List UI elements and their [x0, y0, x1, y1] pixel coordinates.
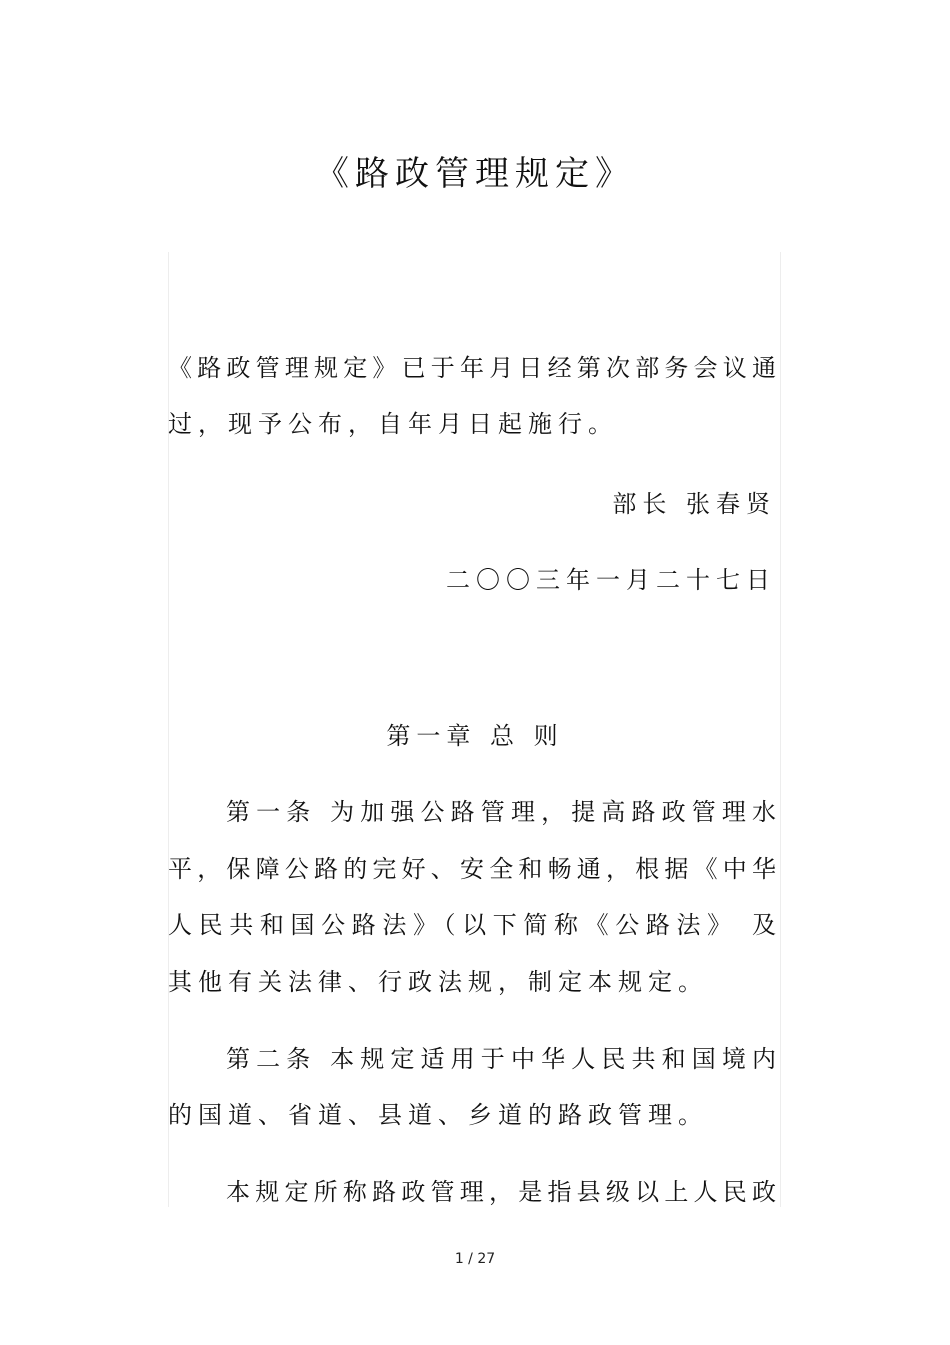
article-2-line-2: 的国道、省道、县道、乡道的路政管理。 — [168, 1101, 708, 1129]
announcement-line-2: 过，现予公布，自年月日起施行。 — [168, 410, 618, 438]
article-1-line-4: 其他有关法律、行政法规，制定本规定。 — [168, 968, 708, 996]
date-line: 二〇〇三年一月二十七日 — [446, 566, 776, 594]
paragraph-3-line-1: 本规定所称路政管理，是指县级以上人民政 — [226, 1178, 776, 1206]
document-title: 《路政管理规定》 — [315, 154, 635, 194]
chapter-heading: 第一章 总 则 — [386, 722, 564, 750]
article-1-line-1: 第一条 为加强公路管理，提高路政管理水 — [226, 798, 776, 826]
article-1-line-3: 人民共和国公路法》（以下简称《公路法》 及 — [168, 911, 776, 939]
article-1-line-2: 平，保障公路的完好、安全和畅通，根据《中华 — [168, 855, 776, 883]
page-number: 1 / 27 — [454, 1251, 496, 1267]
signature: 部长 张春贤 — [612, 490, 776, 518]
article-2-line-1: 第二条 本规定适用于中华人民共和国境内 — [226, 1045, 776, 1073]
announcement-line-1: 《路政管理规定》已于年月日经第次部务会议通 — [168, 354, 776, 382]
